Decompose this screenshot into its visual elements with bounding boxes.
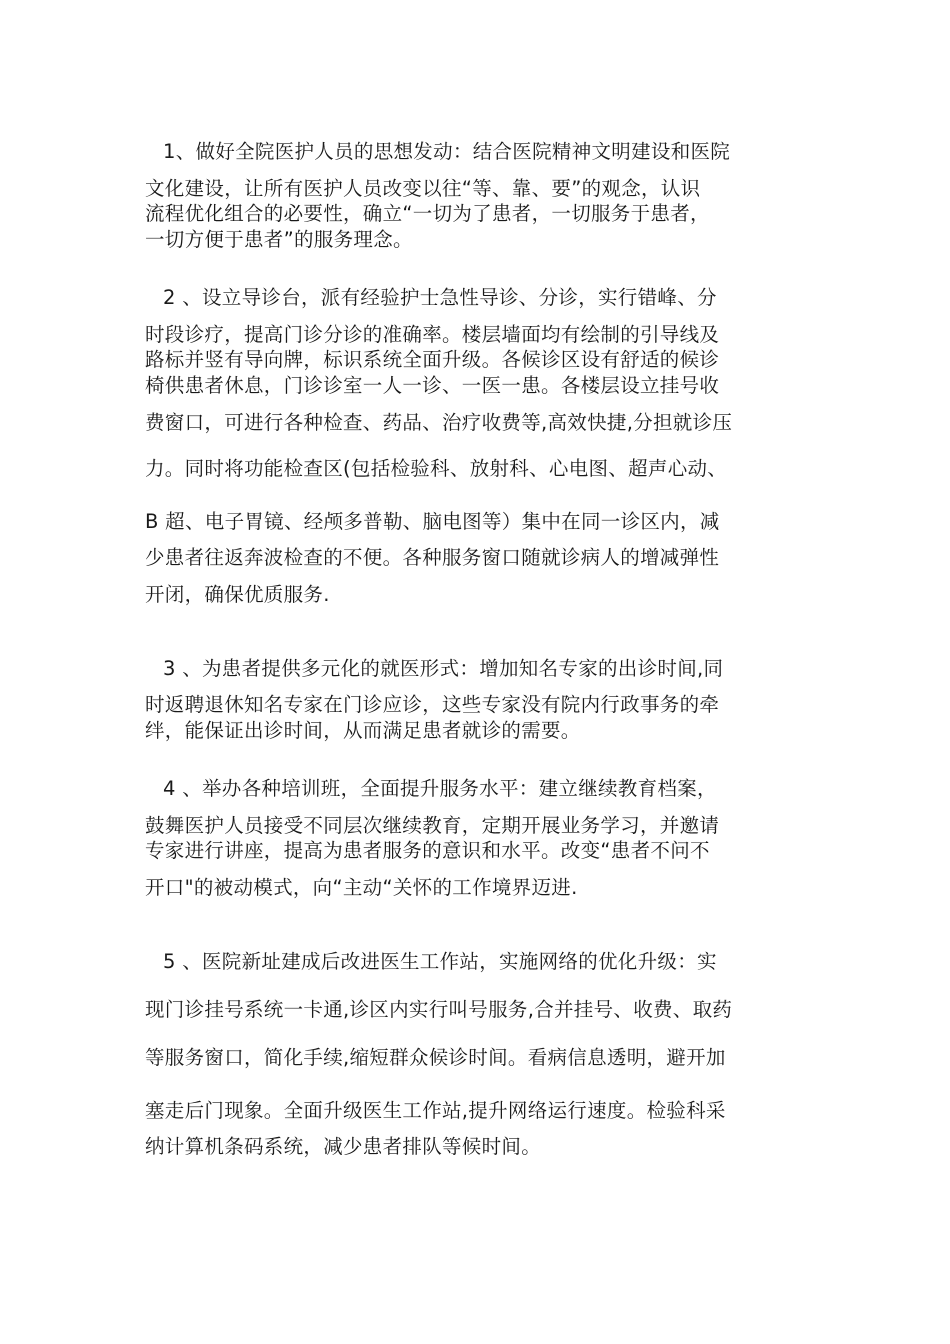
paragraph-4-line-1: 4 、举办各种培训班，全面提升服务水平：建立继续教育档案， bbox=[163, 777, 717, 800]
paragraph-2-line-4: 椅供患者休息，门诊诊室一人一诊、一医一患。各楼层设立挂号收 bbox=[145, 374, 720, 397]
paragraph-1-line-3: 流程优化组合的必要性，确立“一切为了患者，一切服务于患者， bbox=[145, 202, 710, 225]
paragraph-5-line-3: 等服务窗口，简化手续,缩短群众候诊时间。看病信息透明，避开加 bbox=[145, 1046, 726, 1069]
paragraph-4-line-3: 专家进行讲座，提高为患者服务的意识和水平。改变“患者不问不 bbox=[145, 839, 710, 862]
paragraph-1-line-1: 1、做好全院医护人员的思想发动：结合医院精神文明建设和医院 bbox=[163, 140, 731, 163]
paragraph-1-line-4: 一切方便于患者”的服务理念。 bbox=[145, 228, 413, 251]
paragraph-3-line-1: 3 、为患者提供多元化的就医形式：增加知名专家的出诊时间,同 bbox=[163, 657, 724, 680]
paragraph-2-line-6: 力。同时将功能检查区(包括检验科、放射科、心电图、超声心动、 bbox=[145, 457, 728, 480]
paragraph-5-line-4: 塞走后门现象。全面升级医生工作站,提升网络运行速度。检验科采 bbox=[145, 1099, 726, 1122]
paragraph-2-line-2: 时段诊疗，提高门诊分诊的准确率。楼层墙面均有绘制的引导线及 bbox=[145, 323, 720, 346]
paragraph-2-line-7: B 超、电子胃镜、经颅多普勒、脑电图等）集中在同一诊区内，减 bbox=[145, 510, 720, 533]
paragraph-5-line-1: 5 、医院新址建成后改进医生工作站，实施网络的优化升级：实 bbox=[163, 950, 717, 973]
paragraph-4-line-2: 鼓舞医护人员接受不同层次继续教育，定期开展业务学习，并邀请 bbox=[145, 814, 720, 837]
paragraph-2-line-8: 少患者往返奔波检查的不便。各种服务窗口随就诊病人的增减弹性 bbox=[145, 546, 720, 569]
paragraph-5-line-2: 现门诊挂号系统一卡通,诊区内实行叫号服务,合并挂号、收费、取药 bbox=[145, 998, 733, 1021]
paragraph-3-line-3: 绊，能保证出诊时间，从而满足患者就诊的需要。 bbox=[145, 719, 581, 742]
paragraph-4-line-4: 开口"的被动模式，向“主动“关怀的工作境界迈进. bbox=[145, 876, 578, 899]
paragraph-5-line-5: 纳计算机条码系统，减少患者排队等候时间。 bbox=[145, 1135, 542, 1158]
paragraph-2-line-9: 开闭，确保优质服务. bbox=[145, 583, 330, 606]
paragraph-2-line-5: 费窗口，可进行各种检查、药品、治疗收费等,高效快捷,分担就诊压 bbox=[145, 411, 733, 434]
paragraph-2-line-3: 路标并竖有导向牌，标识系统全面升级。各候诊区设有舒适的候诊 bbox=[145, 348, 720, 371]
paragraph-2-line-1: 2 、设立导诊台，派有经验护士急性导诊、分诊，实行错峰、分 bbox=[163, 286, 717, 309]
paragraph-3-line-2: 时返聘退休知名专家在门诊应诊，这些专家没有院内行政事务的牵 bbox=[145, 693, 720, 716]
paragraph-1-line-2: 文化建设，让所有医护人员改变以往“等、靠、要”的观念，认识 bbox=[145, 177, 701, 200]
